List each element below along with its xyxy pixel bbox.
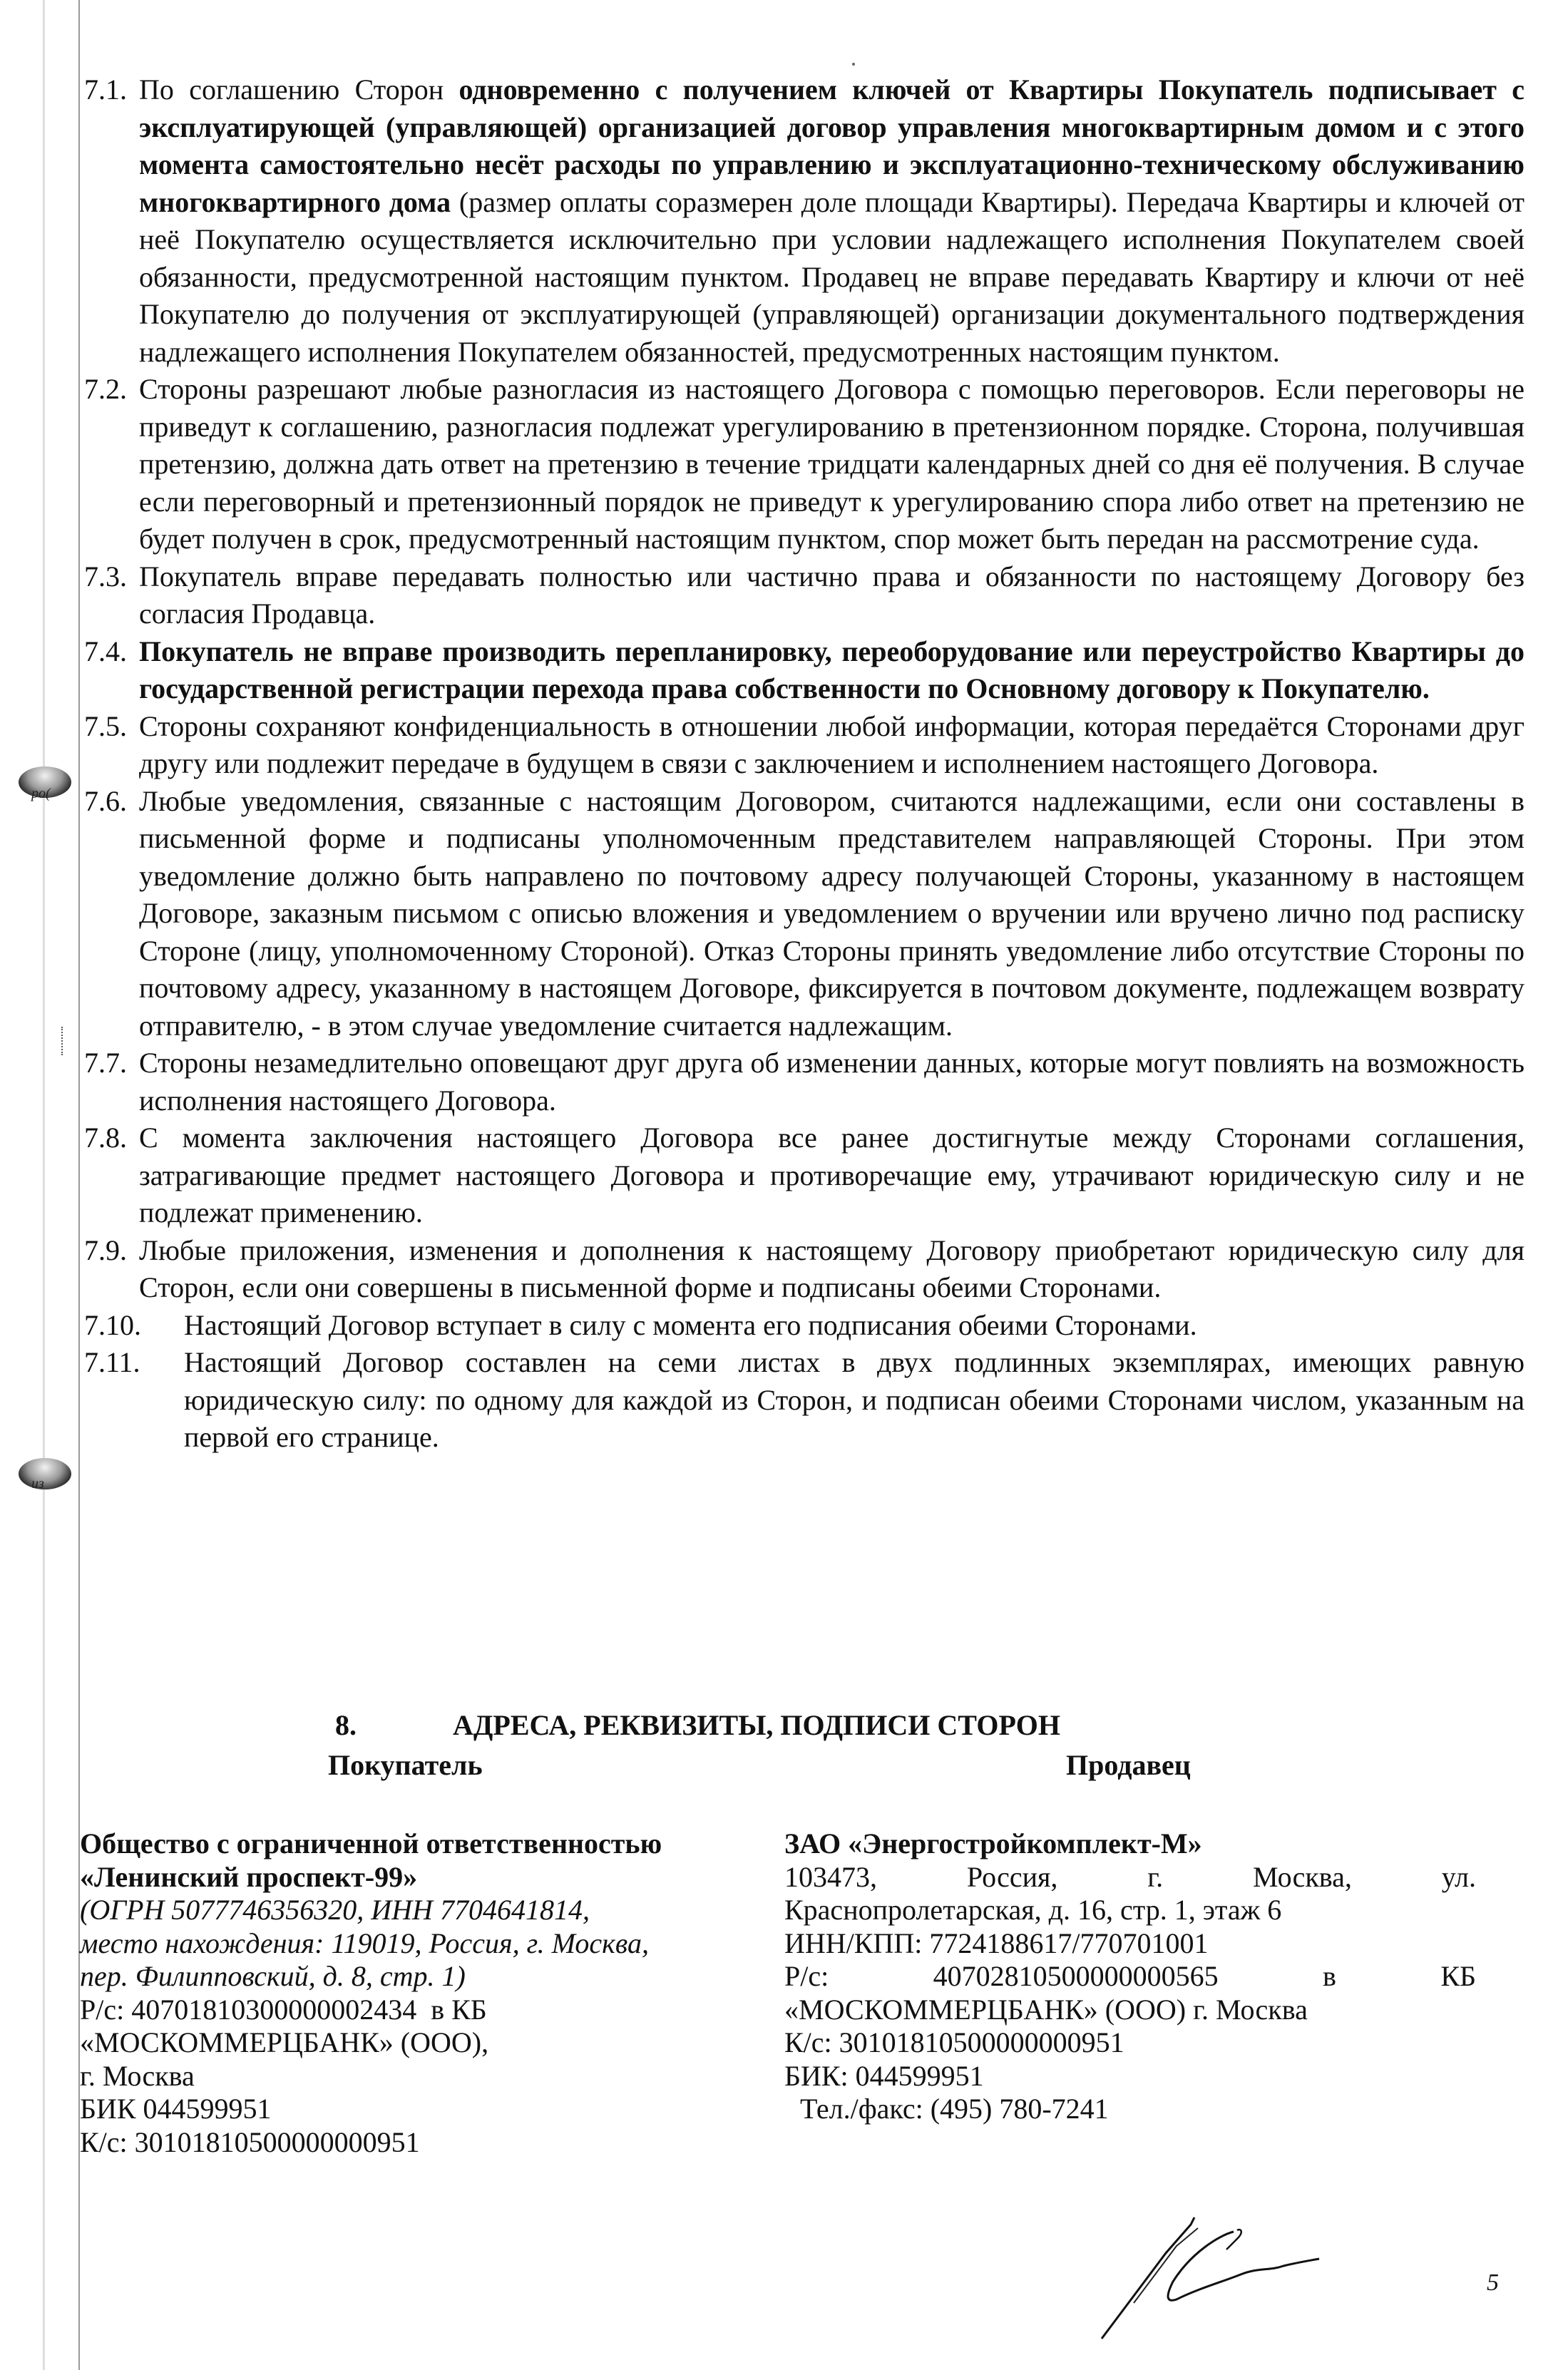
buyer-reg-line2: место нахождения: 119019, Россия, г. Москва, xyxy=(80,1927,649,1959)
seller-address-line2: Краснопролетарская, д. 16, стр. 1, этаж 6 xyxy=(784,1894,1282,1926)
address-part: 103473, xyxy=(784,1860,877,1893)
scan-speck xyxy=(852,63,855,66)
seller-bank: «МОСКОММЕРЦБАНК» (ООО) г. Москва xyxy=(784,1993,1308,2026)
clause-item xyxy=(84,708,1525,783)
account-part: в xyxy=(1323,1960,1336,1992)
clause-text-regular: (размер оплаты соразмерен доле площади Квартиры). Передача Квартиры и ключей от неё Покупателю осуществляется исключительно при условии надлежащего исполнения Покупателем своей обязанности, предусмотренной настоящим пунктом. Продавец не вправе передавать Квартиру и ключи от неё Покупателю до получения от эксплуатирующей (управляющей) организации документального подтверждения надлежащего исполнения Покупателем обязанностей, предусмотренных настоящим пунктом. xyxy=(139,185,1525,368)
address-part: Россия, xyxy=(966,1860,1058,1893)
seller-inn-kpp: ИНН/КПП: 7724188617/770701001 xyxy=(784,1927,1209,1959)
punch-hole-icon xyxy=(19,1458,71,1489)
clause-text xyxy=(139,1119,1525,1232)
address-part: Москва, xyxy=(1253,1860,1352,1893)
buyer-label: Покупатель xyxy=(328,1749,483,1781)
clause-item xyxy=(84,371,1525,558)
clause-text-regular: Стороны незамедлительно оповещают друг друга об изменении данных, которые могут повлиять на возможность исполнения настоящего Договора. xyxy=(139,1047,1525,1117)
clause-text-bold: Покупатель не вправе производить перепланировку, переоборудование или переустройство Квартиры до государственной регистрации перехода права собственности по Основному договору к Покупателю. xyxy=(139,635,1525,704)
seller-bik: БИК: 044599951 xyxy=(784,2059,984,2092)
clause-item xyxy=(84,1119,1525,1232)
clause-text xyxy=(139,1232,1525,1307)
clause-number: 7.8. xyxy=(84,1122,127,1154)
clause-text xyxy=(139,633,1525,708)
buyer-account: Р/с: 40701810300000002434 в КБ xyxy=(80,1993,487,2026)
clause-item xyxy=(84,71,1525,371)
seller-account xyxy=(784,1960,1476,1994)
clause-text xyxy=(139,558,1525,633)
clause-text-regular: Стороны сохраняют конфиденциальность в отношении любой информации, которая передаётся Сторонами друг другу или подлежит передаче в будущем в связи с заключением и исполнением настоящего Договора. xyxy=(139,709,1525,779)
address-part: г. xyxy=(1147,1860,1164,1893)
clause-number: 7.5. xyxy=(84,709,127,742)
clause-number: 7.3. xyxy=(84,560,127,592)
clause-text xyxy=(184,1307,1525,1345)
seller-details xyxy=(784,1827,1476,2126)
seller-phone: Тел./факс: (495) 780-7241 xyxy=(800,2093,1109,2125)
clause-number: 7.9. xyxy=(84,1233,127,1266)
clauses-list xyxy=(84,71,1525,1457)
clause-item xyxy=(84,1232,1525,1307)
address-part: ул. xyxy=(1441,1860,1476,1893)
clause-text xyxy=(139,1045,1525,1119)
clause-number: 7.1. xyxy=(84,73,127,106)
buyer-details xyxy=(80,1827,764,2159)
buyer-name-line2: «Ленинский проспект-99» xyxy=(80,1860,418,1893)
clause-item xyxy=(84,1344,1525,1457)
clause-text-regular: Настоящий Договор вступает в силу с момента его подписания обеими Сторонами. xyxy=(184,1308,1197,1341)
clause-number: 7.7. xyxy=(84,1047,127,1079)
clause-item xyxy=(84,558,1525,633)
buyer-bik: БИК 044599951 xyxy=(80,2093,272,2125)
clause-text-regular: Стороны разрешают любые разногласия из настоящего Договора с помощью переговоров. Если переговоры не приведут к соглашению, разногласия подлежат урегулированию в претензионном порядке. Сторона, получившая претензию, должна дать ответ на претензию в течение тридцати календарных дней со дня её получения. В случае если переговорный и претензионный порядок не приведут к урегулированию спора либо ответ на претензию не будет получен в срок, предусмотренный настоящим пунктом, спор может быть передан на рассмотрение суда. xyxy=(139,373,1525,555)
account-part: Р/с: xyxy=(784,1960,829,1992)
clause-item xyxy=(84,1307,1525,1345)
buyer-reg-line1: (ОГРН 5077746356320, ИНН 7704641814, xyxy=(80,1894,590,1926)
buyer-corr-account: К/с: 30101810500000000951 xyxy=(80,2125,420,2158)
scan-artifact xyxy=(61,1027,67,1055)
seller-address-line1 xyxy=(784,1861,1476,1894)
signature-icon xyxy=(1098,2196,1333,2346)
clause-number: 7.2. xyxy=(84,373,127,405)
clause-text-regular: По соглашению Сторон xyxy=(139,73,459,106)
section-number: 8. xyxy=(335,1709,357,1741)
clause-number: 7.6. xyxy=(84,784,127,817)
clause-number: 7.11. xyxy=(84,1346,140,1378)
clause-item xyxy=(84,633,1525,708)
clause-text-regular: Покупатель вправе передавать полностью или частично права и обязанности по настоящему Договору без согласия Продавца. xyxy=(139,560,1525,630)
buyer-name-line1: Общество с ограниченной ответственностью xyxy=(80,1827,662,1859)
clause-number: 7.4. xyxy=(84,635,127,667)
clause-text xyxy=(139,783,1525,1045)
clause-text xyxy=(139,71,1525,371)
page-number: 5 xyxy=(1487,2269,1499,2296)
clause-text-regular: Любые приложения, изменения и дополнения к настоящему Договору приобретают юридическую силу для Сторон, если они совершены в письменной форме и подписаны обеими Сторонами. xyxy=(139,1233,1525,1303)
clause-text-regular: Настоящий Договор составлен на семи листах в двух подлинных экземплярах, имеющих равную юридическую силу: по одному для каждой из Сторон, и подписан обеими Сторонами числом, указанным на первой его странице. xyxy=(184,1346,1525,1453)
clause-text-regular: С момента заключения настоящего Договора все ранее достигнутые между Сторонами соглашения, затрагивающие предмет настоящего Договора и противоречащие ему, утрачивают юридическую силу и не подлежат применению. xyxy=(139,1122,1525,1228)
seller-label: Продавец xyxy=(1066,1749,1191,1781)
clause-text-bold: одновременно с получением ключей от Квартиры Покупатель подписывает с эксплуатирующей (управляющей) организацией договор управления многоквартирным домом и с этого момента самостоятельно несёт расходы по управлению и эксплуатационно-техническому обслуживанию многоквартирного дома xyxy=(139,73,1525,218)
clause-text xyxy=(139,371,1525,558)
buyer-city: г. Москва xyxy=(80,2059,195,2092)
binder-edge xyxy=(43,0,45,2370)
section-heading xyxy=(335,1708,1060,1742)
clause-item xyxy=(84,783,1525,1045)
clause-text xyxy=(184,1344,1525,1457)
clause-text xyxy=(139,708,1525,783)
punch-hole-label: из xyxy=(31,1476,44,1492)
account-part: 40702810500000000565 xyxy=(933,1960,1219,1992)
account-part: КБ xyxy=(1440,1960,1476,1992)
buyer-bank: «МОСКОММЕРЦБАНК» (ООО), xyxy=(80,2026,489,2058)
clause-number: 7.10. xyxy=(84,1308,141,1341)
seller-name: ЗАО «Энергостройкомплект-М» xyxy=(784,1827,1202,1859)
clause-item xyxy=(84,1045,1525,1119)
clause-text-regular: Любые уведомления, связанные с настоящим Договором, считаются надлежащими, если они составлены в письменной форме и подписаны уполномоченным представителем направляющей Стороны. При этом уведомление должно быть направлено по почтовому адресу получающей Стороны, указанному в настоящем Договоре, заказным письмом с описью вложения и уведомлением о вручении или вручено лично под расписку Стороне (лицу, уполномоченному Стороной). Отказ Стороны принять уведомление либо отсутствие Стороны по почтовому адресу, указанному в настоящем Договоре, фиксируется в почтовом документе, подлежащем возврату отправителю, - в этом случае уведомление считается надлежащим. xyxy=(139,784,1525,1042)
buyer-reg-line3: пер. Филипповский, д. 8, стр. 1) xyxy=(80,1960,466,1992)
section-title: АДРЕСА, РЕКВИЗИТЫ, ПОДПИСИ СТОРОН xyxy=(453,1709,1060,1741)
seller-corr-account: К/с: 30101810500000000951 xyxy=(784,2026,1124,2058)
punch-hole-label: ро( xyxy=(31,786,51,801)
